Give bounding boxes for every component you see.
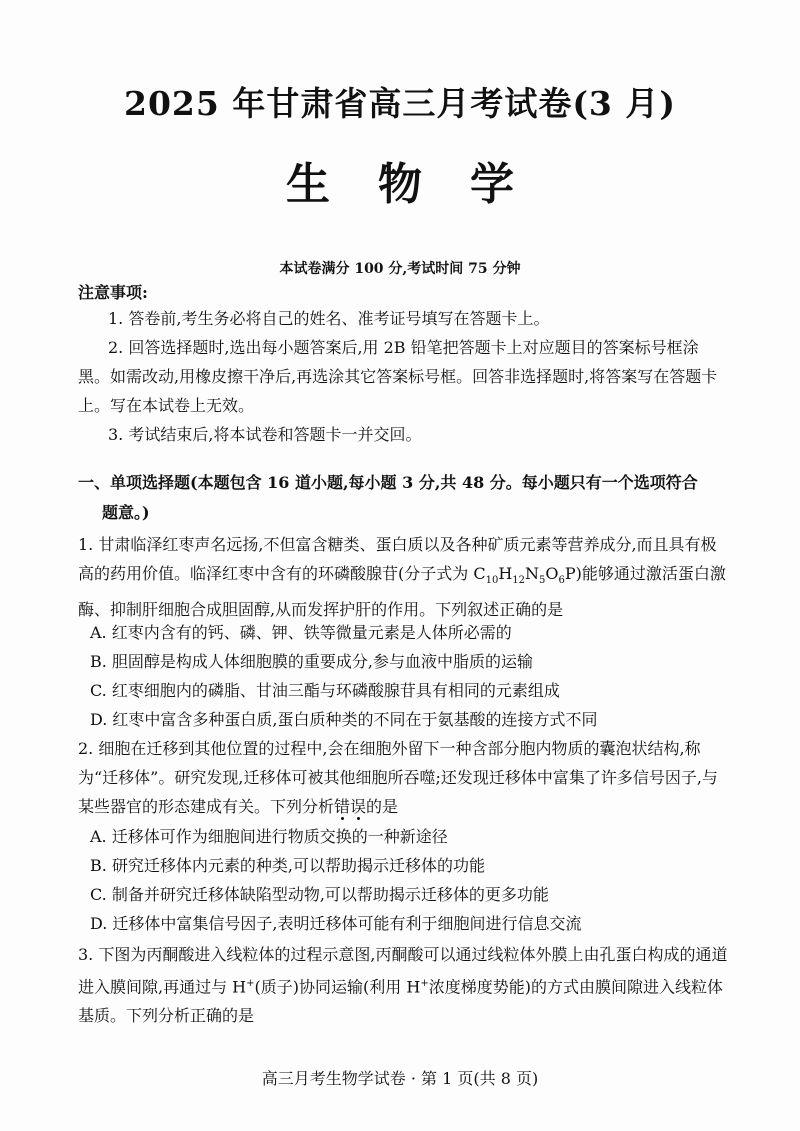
- emphasis-mark: 错: [334, 797, 351, 816]
- notice-item-3: 3. 考试结束后,将本试卷和答题卡一并交回。: [108, 425, 422, 444]
- question-2-option-d[interactable]: D. 迁移体中富集信号因子,表明迁移体可能有利于细胞间进行信息交流: [90, 914, 582, 933]
- exam-meta: 本试卷满分 100 分,考试时间 75 分钟: [279, 261, 521, 277]
- section-heading: [78, 468, 728, 528]
- emphasis-mark: 误: [350, 797, 367, 816]
- exam-title: 2025 年甘肃省高三月考试卷(3 月): [123, 84, 676, 123]
- question-2-option-b[interactable]: B. 研究迁移体内元素的种类,可以帮助揭示迁移体的功能: [90, 856, 486, 875]
- question-3-stem: 3. 下图为丙酮酸进入线粒体的过程示意图,丙酮酸可以通过线粒体外膜上由孔蛋白构成的通道进入膜间隙,再通过与 H+(质子)协同运输(利用 H+浓度梯度势能)的方式由膜间隙进入线粒体基质。下列分析正确的是: [78, 945, 728, 1026]
- question-1-stem: 1. 甘肃临泽红枣声名远扬,不但富含糖类、蛋白质以及各种矿质元素等营养成分,而且具有极高的药用价值。临泽红枣中含有的环磷酸腺苷(分子式为 $C_{10}H_{12}N_5O_6P$)能够通过激活蛋白激酶、抑制肝细胞合成胆固醇,从而发挥护肝的作用。下列叙述正确的是: [78, 535, 726, 620]
- question-2-option-a[interactable]: A. 迁移体可作为细胞间进行物质交换的一种新途径: [90, 827, 448, 846]
- question-2-option-c[interactable]: C. 制备并研究迁移体缺陷型动物,可以帮助揭示迁移体的更多功能: [90, 885, 549, 904]
- notice-heading: 注意事项:: [78, 283, 148, 302]
- notice-item-2: 2. 回答选择题时,选出每小题答案后,用 2B 铅笔把答题卡上对应题目的答案标号框涂黑。如需改动,用橡皮擦干净后,再选涂其它答案标号框。回答非选择题时,将答案写在答题卡上。写在本试卷上无效。: [78, 338, 718, 415]
- question-2-stem: 2. 细胞在迁移到其他位置的过程中,会在细胞外留下一种含部分胞内物质的囊泡状结构,称为“迁移体”。研究发现,迁移体可被其他细胞所吞噬;还发现迁移体中富集了许多信号因子,与某些器官的形态建成有关。下列分析错误的是: [78, 739, 718, 816]
- section-heading-line2: 题意。): [102, 503, 150, 522]
- question-1-option-d[interactable]: D. 红枣中富含多种蛋白质,蛋白质种类的不同在于氨基酸的连接方式不同: [90, 710, 598, 729]
- question-1-option-c[interactable]: C. 红枣细胞内的磷脂、甘油三酯与环磷酸腺苷具有相同的元素组成: [90, 681, 560, 700]
- page-footer: 高三月考生物学试卷 · 第 1 页(共 8 页): [261, 1069, 539, 1088]
- question-1-option-a[interactable]: A. 红枣内含有的钙、磷、钾、铁等微量元素是人体所必需的: [90, 623, 512, 642]
- notice-item-1: 1. 答卷前,考生务必将自己的姓名、准考证号填写在答题卡上。: [108, 309, 550, 328]
- subject-title: 生物学: [286, 159, 562, 210]
- section-heading-line1: 一、单项选择题(本题包含 16 道小题,每小题 3 分,共 48 分。每小题只有一个选项符合: [78, 473, 698, 492]
- question-1-option-b[interactable]: B. 胆固醇是构成人体细胞膜的重要成分,参与血液中脂质的运输: [90, 652, 534, 671]
